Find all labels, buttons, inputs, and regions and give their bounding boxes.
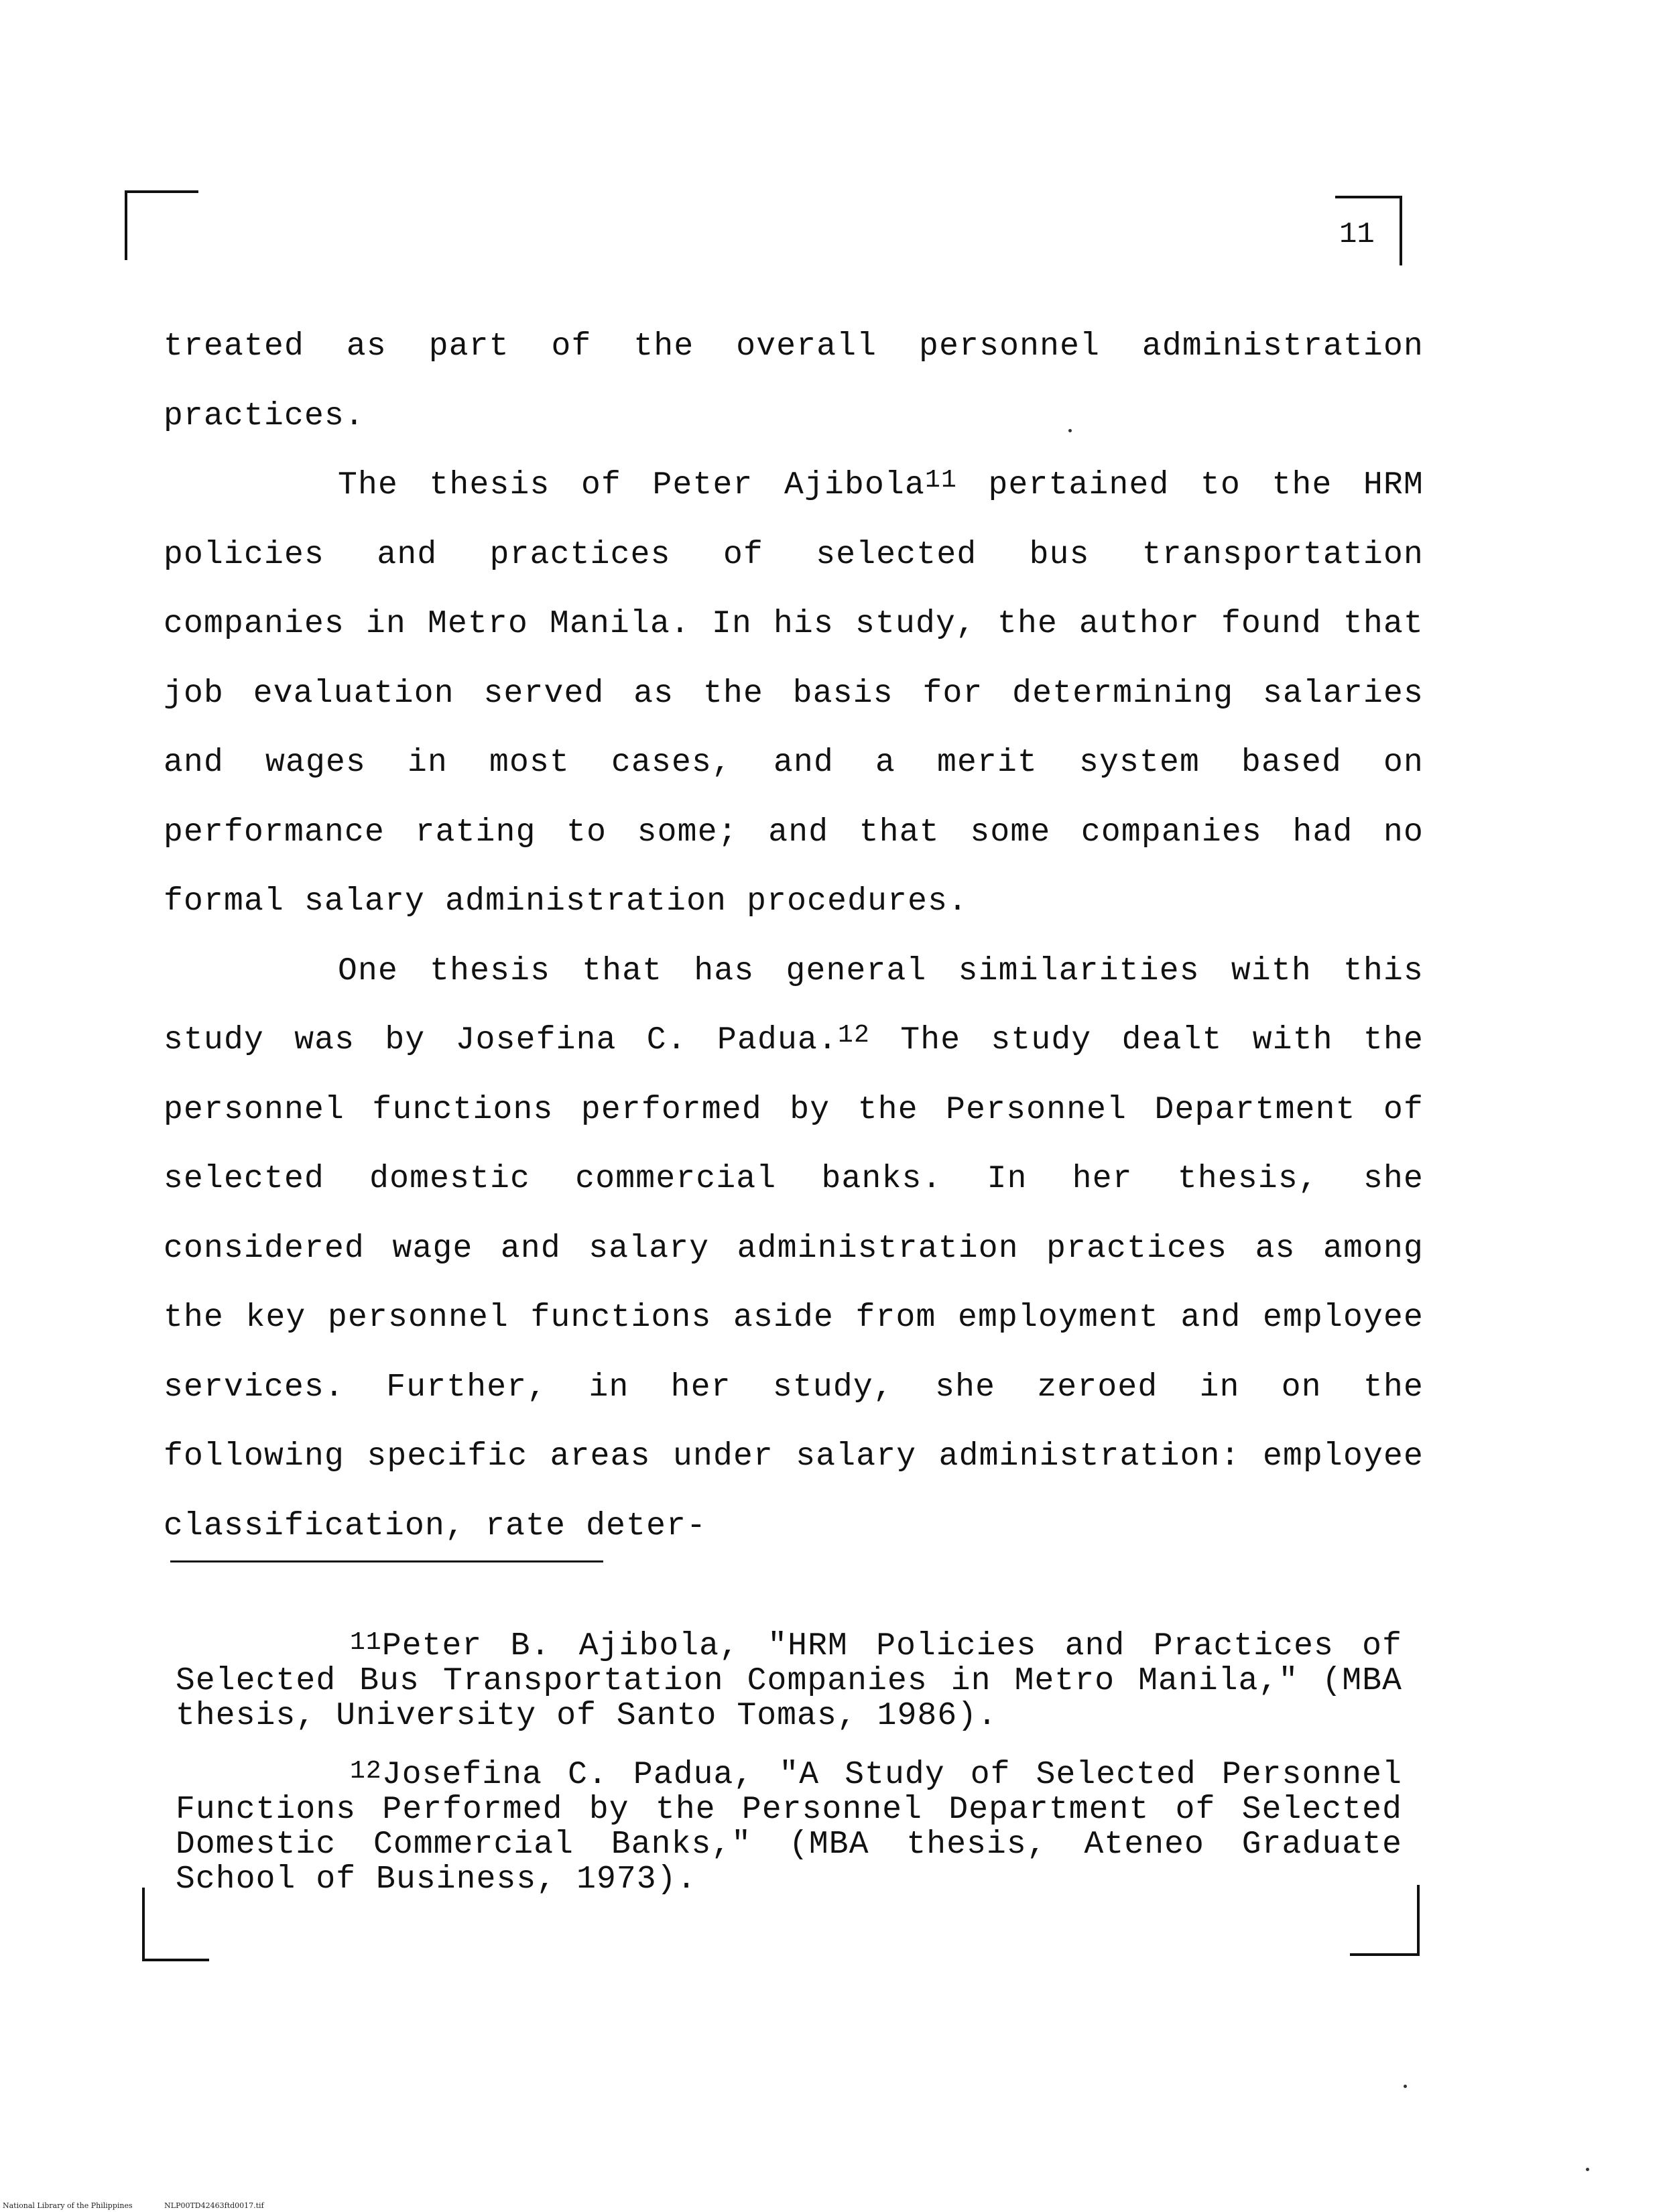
paragraph-padua <box>164 937 1424 1562</box>
scan-speck <box>1068 429 1072 432</box>
crop-mark-top-right-horizontal <box>1335 196 1402 198</box>
page-number: 11 <box>1339 218 1375 251</box>
crop-mark-top-left-vertical <box>125 190 127 260</box>
scan-speck <box>1404 2085 1407 2088</box>
crop-mark-bottom-left-vertical <box>142 1888 145 1961</box>
crop-mark-bottom-left-horizontal <box>142 1959 209 1961</box>
footnote-text: Peter B. Ajibola, "HRM Policies and Practices of Selected Bus Transportation Companies in Metro Manila," (MBA thesis, University of Santo Tomas, 1986). <box>176 1628 1402 1734</box>
footnote <box>176 1758 1402 1897</box>
footnote-text: Josefina C. Padua, "A Study of Selected Personnel Functions Performed by the Personnel Department of Selected Domestic Commercial Banks," (MBA thesis, Ateneo Graduate School of Business, 1973). <box>176 1757 1402 1898</box>
footnote <box>176 1629 1402 1733</box>
crop-mark-top-right-vertical <box>1400 196 1402 265</box>
crop-mark-bottom-right-vertical <box>1417 1885 1420 1956</box>
paragraph-continuation: treated as part of the overall personnel administration practices. <box>164 328 1424 434</box>
file-name: NLP00TD42463ftd0017.tif <box>164 2201 264 2210</box>
archive-caption <box>3 2201 294 2211</box>
body-text <box>164 312 1424 1561</box>
footnote-separator <box>170 1560 603 1562</box>
footnotes <box>176 1629 1402 1921</box>
footnote-marker: 11 <box>350 1628 382 1657</box>
footnote-marker: 12 <box>350 1757 382 1786</box>
library-name: National Library of the Philippines <box>3 2201 133 2210</box>
footnote-reference[interactable]: 11 <box>925 466 958 495</box>
paragraph-text: The study dealt with the personnel functions performed by the Personnel Department of selected domestic commercial banks. In her thesis, she considered wage and salary administration practices as among the key personnel functions aside from employment and employee services. Further, in her study, she zeroed in on the following specific areas under salary administration: employee classification, rate deter- <box>164 1022 1424 1544</box>
crop-mark-top-left-horizontal <box>125 190 198 193</box>
footnote-reference[interactable]: 12 <box>838 1021 871 1050</box>
crop-mark-bottom-right-horizontal <box>1350 1953 1420 1956</box>
paragraph-text: pertained to the HRM policies and practices of selected bus transportation companies in Metro Manila. In his study, the author found that job evaluation served as the basis for determining salaries and wages in most cases, and a merit system based on performance rating to some; and that some companies had no formal salary administration procedures. <box>164 467 1424 920</box>
paragraph-text: One thesis that has general similarities with this study was by Josefina C. Padua. <box>164 953 1424 1058</box>
scan-speck <box>1586 2168 1589 2171</box>
paragraph-ajibola <box>164 451 1424 937</box>
paragraph-text: The thesis of Peter Ajibola <box>338 467 925 503</box>
